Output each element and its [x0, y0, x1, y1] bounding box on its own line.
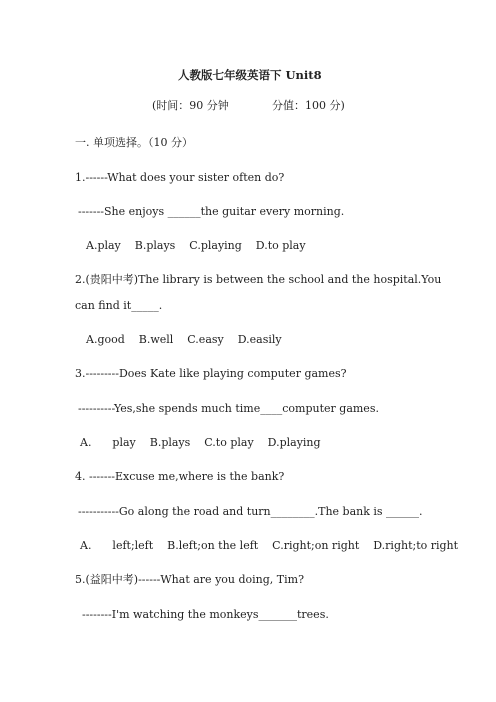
- document-title: 人教版七年级英语下 Unit8: [178, 68, 322, 82]
- question-4-response: -----------Go along the road and turn________.The bank is ______.: [78, 505, 423, 518]
- question-3-response: ----------Yes,she spends much time____computer games.: [78, 402, 379, 415]
- question-2-options: A.good B.well C.easy D.easily: [86, 333, 282, 346]
- question-3-options: A. play B.plays C.to play D.playing: [80, 436, 321, 449]
- question-5: 5.(益阳中考)------What are you doing, Tim?: [75, 573, 304, 586]
- question-4: 4. -------Excuse me,where is the bank?: [75, 470, 285, 483]
- time-limit: (时间：90 分钟: [152, 99, 229, 112]
- question-2-line-1: 2.(贵阳中考)The library is between the school and the hospital.You: [75, 273, 442, 286]
- question-1-options: A.play B.plays C.playing D.to play: [86, 239, 306, 252]
- total-score: 分值：100 分): [272, 99, 345, 112]
- question-3: 3.---------Does Kate like playing computer games?: [75, 367, 347, 380]
- question-1-response: -------She enjoys ______the guitar every morning.: [78, 205, 345, 218]
- question-1: 1.------What does your sister often do?: [75, 171, 285, 184]
- question-2-line-2: can find it_____.: [75, 299, 163, 312]
- question-5-response: --------I'm watching the monkeys_______trees.: [82, 608, 329, 621]
- question-4-options: A. left;left B.left;on the left C.right;on right D.right;to right: [80, 539, 459, 552]
- section-heading: 一. 单项选择。（10 分）: [75, 136, 193, 149]
